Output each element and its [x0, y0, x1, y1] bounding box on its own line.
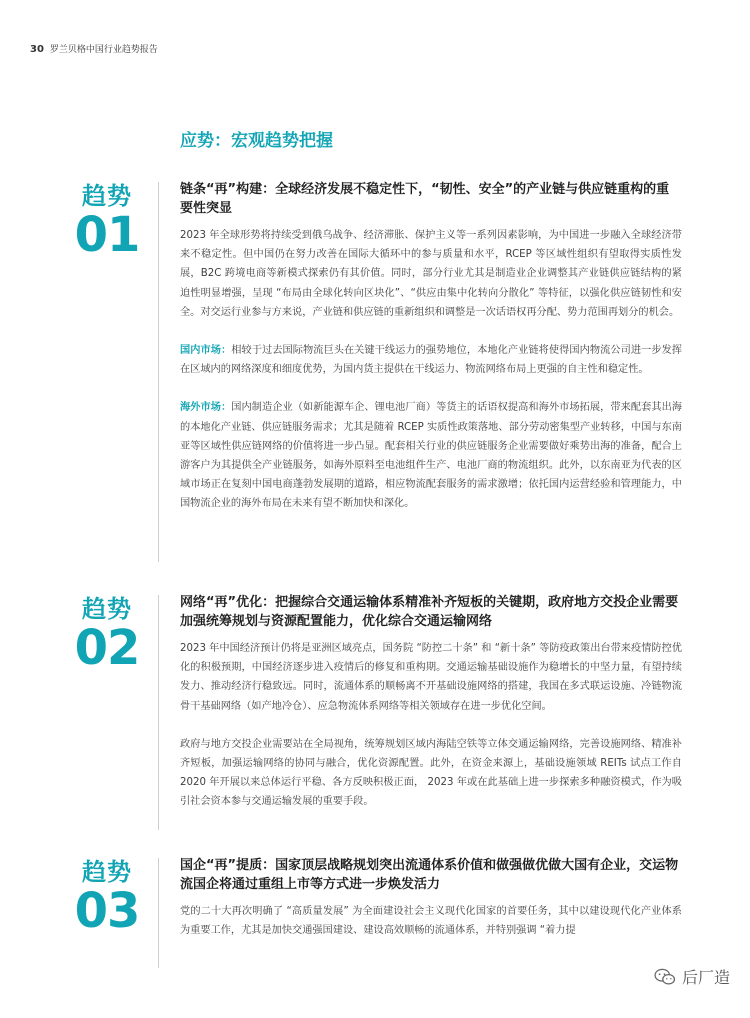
trend-01-tag: 趋势 [82, 182, 132, 210]
trend-03-label [72, 858, 142, 939]
trend-02-label [72, 595, 142, 676]
trend-01-paragraph-3-lead: 海外市场： [180, 402, 232, 414]
trend-01-paragraph-3-text: 国内制造企业（如新能源车企、锂电池厂商）等货主的话语权提高和海外市场拓展，带来配套其出海的本地化产业链、供应链服务需求；尤其是随着 RCEP 实质性政策落地、部分劳动密集型产业转移，中国与东南亚等区域性供应链网络的价值将进一步凸显。配套相关行业的供应链服务企业需要做好乘势出海的准备，配合上游客户为其提供全产业链服务，如海外原料至电池组件生产、电池厂商的物流组织。此外，以东南亚为代表的区域市场正在复刻中国电商蓬勃发展期的道路，相应物流配套服务的需求激增；依托国内运营经验和管理能力，中国物流企业的海外布局在未来有望不断加快和深化。 [180, 402, 682, 510]
report-title: 罗兰贝格中国行业趋势报告 [49, 45, 158, 55]
page-header [30, 42, 158, 55]
section-title: 应势：宏观趋势把握 [180, 131, 333, 151]
trend-01-divider [158, 182, 159, 562]
trend-02-paragraph-1-text: 2023 年中国经济预计仍将是亚洲区域亮点，国务院 “防控二十条” 和 “新十条” 等防疫政策出台带来疫情防控优化的积极预期，中国经济逐步进入疫情后的修复和重构期。交通运输基础设施作为稳增长的中坚力量，有望持续发力、推动经济行稳致远。同时，流通体系的顺畅离不开基础设施网络的搭建，我国在多式联运设施、冷链物流骨干基础网络（如产地冷仓）、应急物流体系网络等相关领域存在进一步优化空间。 [180, 643, 682, 712]
watermark [654, 965, 730, 988]
trend-02-paragraph-2-text: 政府与地方交投企业需要站在全局视角，统筹规划区域内海陆空铁等立体交通运输网络，完善设施网络、精准补齐短板，加强运输网络的协同与融合，优化资源配置。此外，在资金来源上，基础设施领域 REITs 试点工作自 2020 年开展以来总体运行平稳、各方反映积极正面， 2023 年或在此基础上进一步探索多种融资模式，作为吸引社会资本参与交通运输发展的重要手段。 [180, 738, 682, 808]
trend-01-label [72, 182, 142, 263]
trend-01-paragraph-1 [180, 226, 682, 322]
wechat-icon [654, 968, 676, 986]
trend-02-paragraph-2 [180, 735, 682, 812]
trend-02-paragraph-1 [180, 639, 682, 716]
trend-03-divider [158, 858, 159, 968]
trend-01-content [180, 180, 682, 533]
trend-01-number: 01 [74, 207, 140, 263]
trend-02-content [180, 593, 682, 831]
trend-02-number: 02 [74, 620, 140, 676]
trend-03-number: 03 [74, 883, 140, 939]
trend-01-heading: 链条“再”构建：全球经济发展不稳定性下，“韧性、安全”的产业链与供应链重构的重要性突显 [180, 182, 670, 216]
trend-03-content [180, 856, 682, 959]
trend-01-paragraph-3 [180, 398, 682, 513]
trend-01-paragraph-2-lead: 国内市场： [180, 345, 232, 357]
trend-02-tag: 趋势 [82, 595, 132, 623]
trend-03-paragraph-1 [180, 902, 682, 940]
trend-01-paragraph-2 [180, 341, 682, 379]
trend-03-paragraph-1-text: 党的二十大再次明确了 “高质量发展” 为全面建设社会主义现代化国家的首要任务，其中以建设现代化产业体系为重要工作，尤其是加快交通强国建设、建设高效顺畅的流通体系，并特别强调 “着力提 [180, 906, 682, 937]
trend-03-tag: 趋势 [82, 858, 132, 886]
trend-03-heading: 国企“再”提质：国家顶层战略规划突出流通体系价值和做强做优做大国有企业，交运物流国企将通过重组上市等方式进一步焕发活力 [180, 858, 679, 892]
watermark-text: 后厂造 [681, 968, 730, 987]
trend-01-paragraph-2-text: 相较于过去国际物流巨头在关键干线运力的强势地位，本地化产业链将使得国内物流公司进一步发挥在区域内的网络深度和细度优势，为国内货主提供在干线运力、物流网络布局上更强的自主性和稳定性。 [180, 345, 682, 376]
trend-01-paragraph-1-text: 2023 年全球形势将持续受到俄乌战争、经济滞胀、保护主义等一系列因素影响，为中国进一步融入全球经济带来不稳定性。但中国仍在努力改善在国际大循环中的参与质量和水平，RCEP 等区域性组织有望取得实质性发展，B2C 跨境电商等新模式探索仍有其价值。同时，部分行业尤其是制造业企业调整其产业链供应链结构的紧迫性明显增强，呈现 “布局由全球化转向区块化”、“供应由集中化转向分散化” 等特征，以强化供应链韧性和安全。对交运行业参与方来说，产业链和供应链的重新组织和调整是一次话语权再分配、势力范围再划分的机会。 [180, 230, 682, 318]
page-number: 30 [30, 44, 44, 55]
trend-02-divider [158, 595, 159, 830]
trend-02-heading: 网络“再”优化：把握综合交通运输体系精准补齐短板的关键期，政府地方交投企业需要加强统筹规划与资源配置能力，优化综合交通运输网络 [180, 595, 679, 629]
